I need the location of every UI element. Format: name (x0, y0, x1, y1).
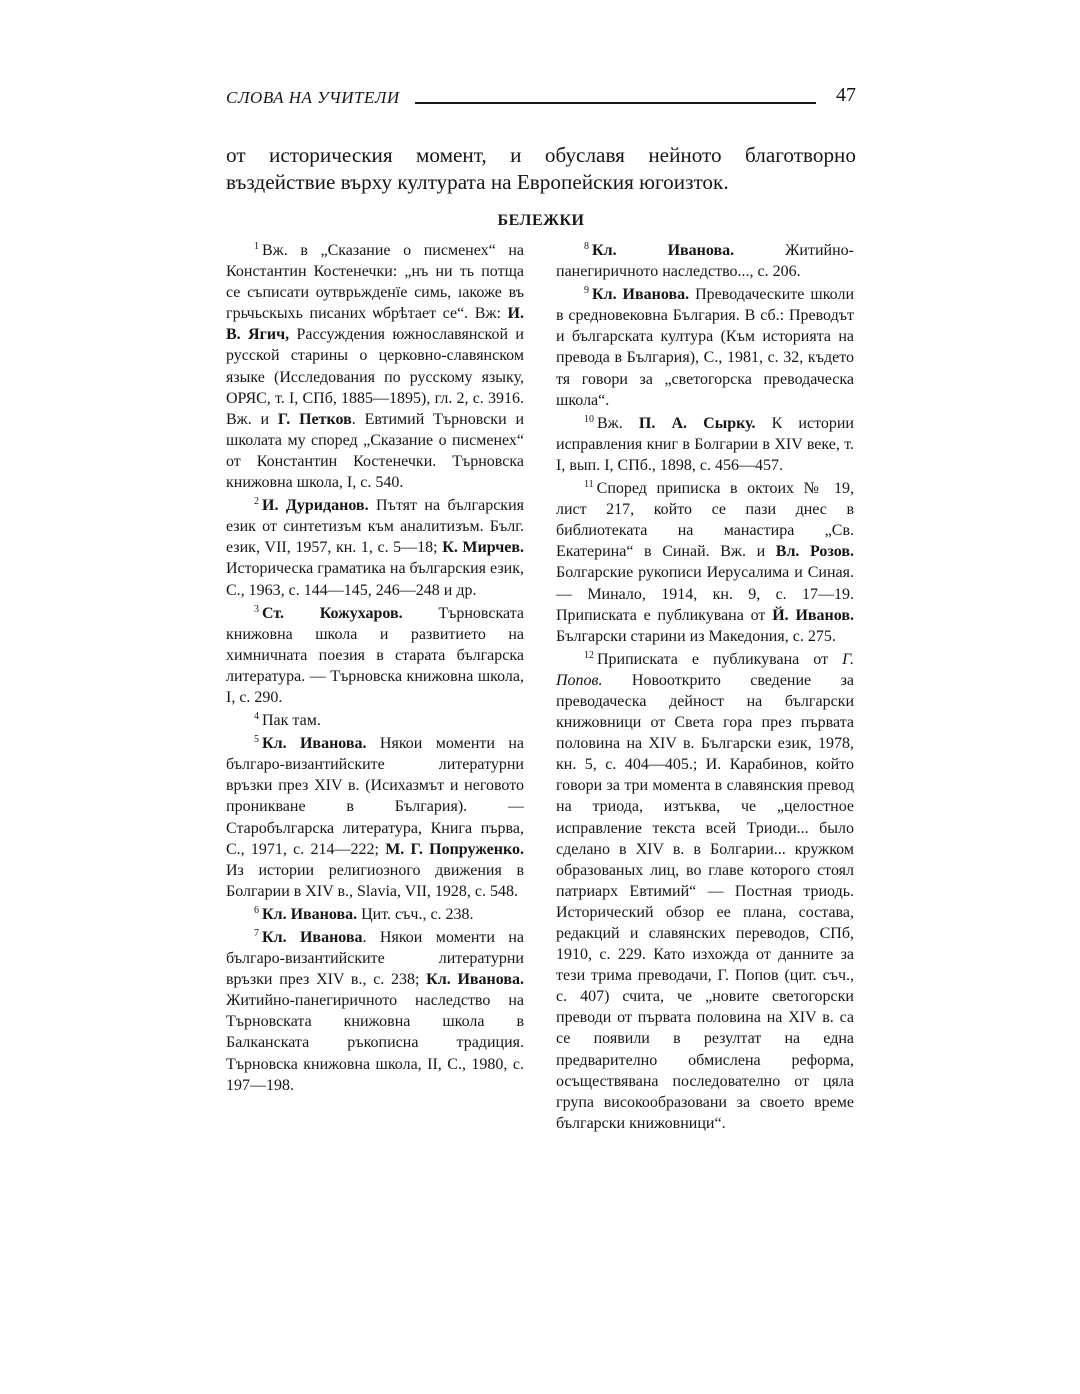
footnote-12: $^{12}$ Приписката е публикувана от Г. Попов. Новооткрито сведение за преводаческа дейност на български книжовници от Света гора през първата половина на XIV в. Български език, 1978, кн. 5, с. 404—405.; И. Карабинов, който говори за три момента в славянския превод на триода, изтъква, че „целостное исправление текста всей Триоди... было сделано в XIV в. в Болгарии... кружком образованых лиц, во главе которого стоял патриарх Евтимий“ — Постная триодь. Исторический обзор ее плана, состава, редакций и славянских переводов, СПб, 1910, с. 229. Като изхожда от данните за тези трима преводачи, Г. Попов (цит. съч., с. 407) счита, че „новите светогорски преводи от първата половина на XIV в. са се появили в резултат на една предварително обмислена реформа, осъществявана последователно от цяла група високообразовани за своето време български книжовници“. (556, 649, 854, 1132)
running-header (226, 84, 856, 114)
footnote-11: $^{11}$ Според приписка в октоих № 19, лист 217, който се пази днес в библиотеката на манастира „Св. Екатерина“ в Синай. Вж. и Вл. Розов. Болгарские рукописи Иерусалима и Синая. — Минало, 1914, кн. 9, с. 17—19. Приписката е публикувана от Й. Иванов. Български старини из Македония, с. 275. (556, 479, 855, 645)
footnote-3: $^3$ Ст. Кожухаров. Търновската книжовна школа и развитието на химничната поезия в старата българска литература. — Търновска книжовна школа, I, с. 290. (226, 603, 524, 706)
footnote-5: $^5$ Кл. Иванова. Някои моменти на българо-византийските литературни връзки през XIV в. (Исихазмът и неговото проникване в България). — Старобългарска литература, Книга първа, С., 1971, с. 214—222; М. Г. Попруженко. Из истории религиозного движения в Болгарии в XIV в., Slavia, VII, 1928, с. 548. (226, 734, 525, 900)
footnote-number: 4 (254, 711, 259, 723)
footnote-10: $^{10}$ Вж. П. А. Сырку. К истории исправления книг в Болгарии в XIV веке, т. I, вып. I, СПб., 1898, с. 456—457. (556, 413, 854, 474)
footnote-number: 9 (584, 285, 589, 297)
footnote-8: $^8$ Кл. Иванова. Житийно-панегиричното наследство..., с. 206. (556, 241, 854, 281)
footnote-1: $^1$ Вж. в „Сказание о писменех“ на Константин Костенечки: „нъ ни ть потща се съписати оутврьжденїе симь, ıакоже въ грьчьскыхь писаних ѡбрѣтает се“. Вж: И. В. Ягич, Рассуждения южнославянской и русской старины о церковно-славянском языке (Исследования по русскому языку, ОРЯС, т. I, СПб, 1885—1895), гл. 2, с. 3916. Вж. и Г. Петков. Евтимий Търновски и школата му според „Сказание о писменех“ от Константин Костенечки. Търновска книжовна школа, I, с. 540. (226, 241, 525, 492)
notes-column-right (556, 240, 854, 1136)
notes-column-left (226, 240, 524, 1098)
footnote-6: $^6$ Кл. Иванова. Цит. съч., с. 238. (254, 904, 474, 923)
footnote-number: 11 (584, 479, 594, 491)
footnote-number: 12 (584, 649, 594, 661)
body-text (226, 142, 856, 196)
running-title: СЛОВА НА УЧИТЕЛИ (226, 88, 400, 107)
footnote-number: 3 (254, 603, 259, 615)
intro-paragraph: от историческия момент, и обуславя нейното благотворно въздействие върху културата на Европейския югоизток. (226, 143, 856, 194)
footnote-number: 8 (584, 241, 589, 252)
header-rule (415, 102, 816, 104)
footnote-number: 10 (584, 413, 594, 425)
footnote-number: 6 (254, 904, 259, 916)
footnote-9: $^9$ Кл. Иванова. Преводаческите школи в средновековна България. В сб.: Преводът и българската култура (Към историята на превода в България), С., 1981, с. 32, където тя говори за „светогорска преводаческа школа“. (556, 285, 855, 409)
footnote-7: $^7$ Кл. Иванова. Някои моменти на българо-византийските литературни връзки през XIV в., с. 238; Кл. Иванова. Житийно-панегиричното наследство на Търновската книжовна школа в Балканската ръкописна традиция. Търновска книжовна школа, II, С., 1980, с. 197—198. (226, 928, 525, 1094)
footnote-number: 2 (254, 496, 259, 508)
notes-heading: БЕЛЕЖКИ (497, 212, 585, 229)
footnote-4: $^4$ Пак там. (254, 711, 321, 730)
footnote-number: 7 (254, 928, 259, 939)
footnote-number: 5 (254, 734, 259, 746)
footnote-number: 1 (254, 241, 259, 252)
footnote-2: $^2$ И. Дуриданов. Пътят на българския език от синтетизъм към аналитизъм. Бълг. език, VII, 1957, кн. 1, с. 5—18; К. Мирчев. Историческа граматика на българския език, С., 1963, с. 144—145, 246—248 и др. (226, 496, 525, 599)
page-number: 47 (836, 84, 856, 106)
